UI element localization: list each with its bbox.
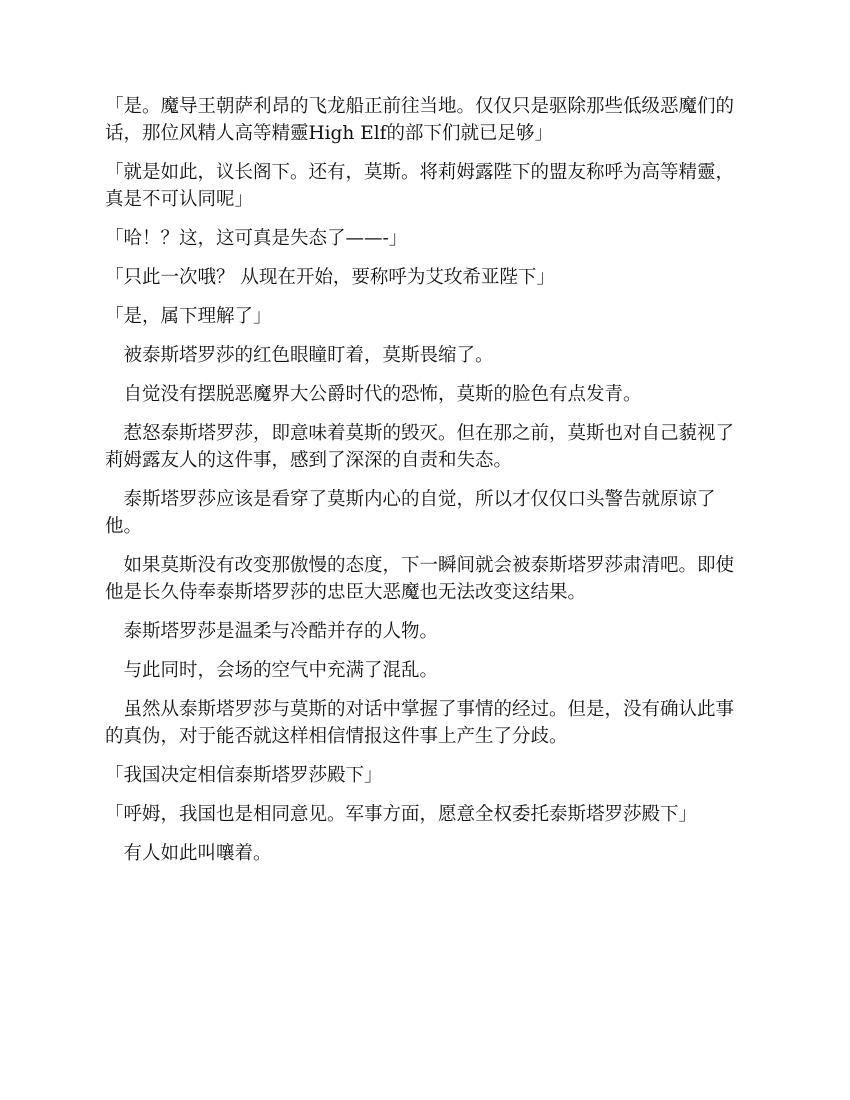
paragraph: 「哈！？这，这可真是失态了——-」 <box>105 228 408 249</box>
paragraph: 「只此一次哦？ 从现在开始，要称呼为艾玫希亚陛下」 <box>105 267 555 288</box>
paragraph: 「呼姆，我国也是相同意见。军事方面，愿意全权委托泰斯塔罗莎殿下」 <box>105 804 698 825</box>
paragraph: 自觉没有摆脱恶魔界大公爵时代的恐怖，莫斯的脸色有点发青。 <box>105 384 642 405</box>
document-body <box>105 93 745 879</box>
paragraph: 泰斯塔罗莎应该是看穿了莫斯内心的自觉，所以才仅仅口头警告就原谅了他。 <box>105 489 716 537</box>
paragraph: 与此同时，会场的空气中充满了混乱。 <box>105 660 439 681</box>
paragraph: 惹怒泰斯塔罗莎，即意味着莫斯的毁灭。但在那之前，莫斯也对自己藐视了莉姆露友人的这件事，感到了深深的自责和失态。 <box>105 423 735 471</box>
paragraph: 「就是如此，议长阁下。还有，莫斯。将莉姆露陛下的盟友称呼为高等精靈，真是不可认同呢」 <box>105 162 735 210</box>
paragraph: 「是，属下理解了」 <box>105 306 272 327</box>
paragraph: 如果莫斯没有改变那傲慢的态度，下一瞬间就会被泰斯塔罗莎肃清吧。即使他是长久侍奉泰斯塔罗莎的忠臣大恶魔也无法改变这结果。 <box>105 555 735 603</box>
paragraph: 「我国决定相信泰斯塔罗莎殿下」 <box>105 765 383 786</box>
paragraph: 泰斯塔罗莎是温柔与冷酷并存的人物。 <box>105 621 439 642</box>
paragraph: 被泰斯塔罗莎的红色眼瞳盯着，莫斯畏缩了。 <box>105 345 494 366</box>
paragraph: 虽然从泰斯塔罗莎与莫斯的对话中掌握了事情的经过。但是，没有确认此事的真伪，对于能否就这样相信情报这件事上产生了分歧。 <box>105 699 735 747</box>
paragraph: 「是。魔导王朝萨利昂的飞龙船正前往当地。仅仅只是驱除那些低级恶魔们的话，那位风精人高等精靈High Elf的部下们就已足够」 <box>105 96 735 144</box>
paragraph: 有人如此叫嚷着。 <box>105 843 272 864</box>
